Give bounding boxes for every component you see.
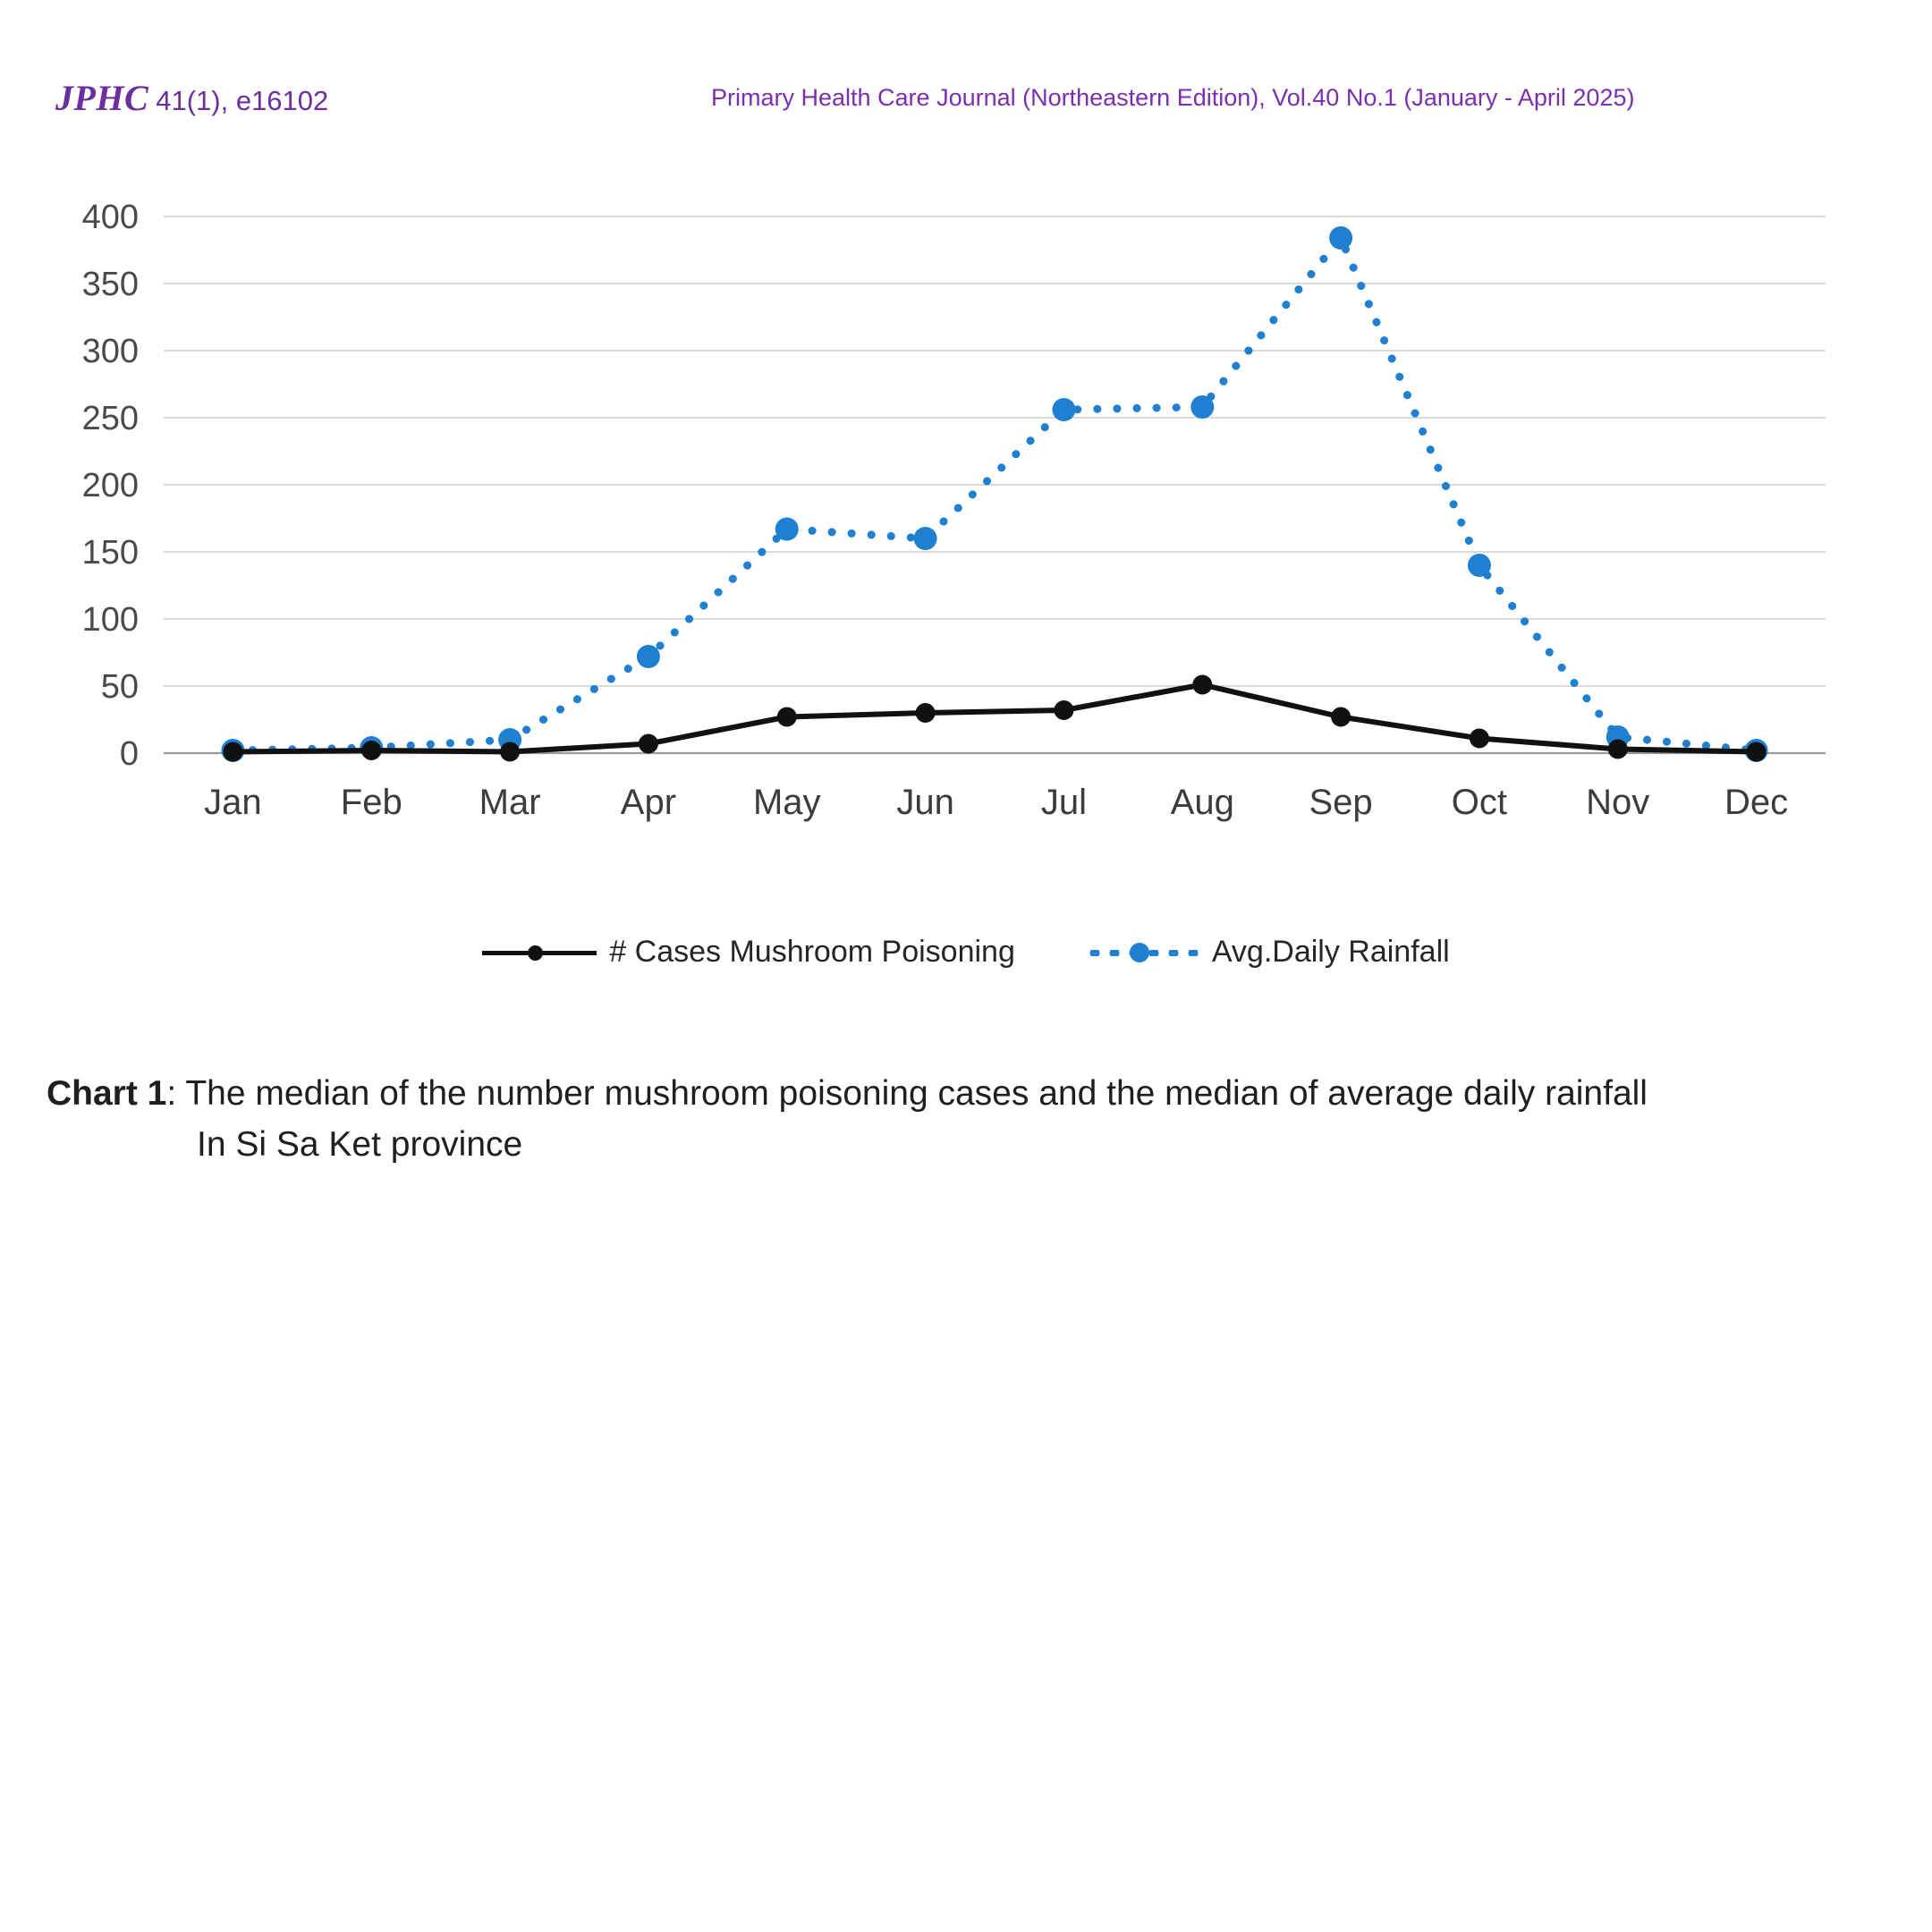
legend-item-rainfall: [1085, 935, 1450, 970]
svg-text:May: May: [752, 783, 821, 822]
legend-swatch-solid-line-icon: [482, 941, 597, 964]
svg-text:300: 300: [81, 333, 139, 370]
caption-text-line1: The median of the number mushroom poisoning cases and the median of average daily rainfall: [185, 1074, 1648, 1113]
line-chart: [0, 161, 1932, 993]
series-cases: [223, 675, 1766, 762]
svg-text:Dec: Dec: [1724, 783, 1789, 822]
svg-text:Jun: Jun: [896, 783, 954, 822]
svg-text:Jul: Jul: [1040, 783, 1087, 822]
legend-label-cases: # Cases Mushroom Poisoning: [609, 935, 1015, 969]
svg-text:150: 150: [81, 534, 139, 572]
svg-text:100: 100: [81, 601, 139, 639]
legend-label-rainfall: Avg.Daily Rainfall: [1211, 935, 1450, 969]
svg-text:Feb: Feb: [340, 783, 402, 822]
series-rainfall: [221, 226, 1767, 762]
svg-text:Apr: Apr: [620, 783, 677, 822]
journal-title-line: Primary Health Care Journal (Northeastern Edition), Vol.40 No.1 (January - April 2025): [711, 84, 1635, 111]
svg-text:250: 250: [81, 400, 139, 437]
caption-text-line2: In Si Sa Ket province: [197, 1124, 523, 1164]
chart-gridlines: [164, 216, 1826, 753]
chart-y-axis-labels: [82, 199, 139, 773]
legend-swatch-dotted-line-icon: [1085, 941, 1199, 964]
svg-text:50: 50: [100, 668, 139, 706]
svg-text:Nov: Nov: [1586, 783, 1650, 822]
journal-badge: [55, 77, 328, 119]
chart-caption: [47, 1069, 1889, 1170]
svg-text:200: 200: [81, 467, 139, 504]
chart-container: [0, 161, 1932, 993]
svg-text:Sep: Sep: [1309, 783, 1373, 822]
chart-legend: [0, 935, 1932, 970]
svg-text:Mar: Mar: [479, 783, 541, 822]
caption-label: Chart 1: [47, 1074, 167, 1113]
svg-text:0: 0: [119, 735, 139, 773]
svg-text:Aug: Aug: [1170, 783, 1234, 822]
journal-abbrev: JPHC: [55, 78, 149, 118]
legend-item-cases: [482, 935, 1015, 970]
caption-separator: :: [166, 1074, 177, 1113]
svg-text:350: 350: [81, 266, 139, 303]
svg-text:Jan: Jan: [204, 783, 262, 822]
chart-x-axis-labels: [204, 783, 1788, 822]
svg-text:400: 400: [81, 199, 139, 236]
journal-issue-id: 41(1), e16102: [156, 85, 329, 116]
svg-text:Oct: Oct: [1451, 783, 1508, 822]
journal-header: [0, 77, 1932, 122]
